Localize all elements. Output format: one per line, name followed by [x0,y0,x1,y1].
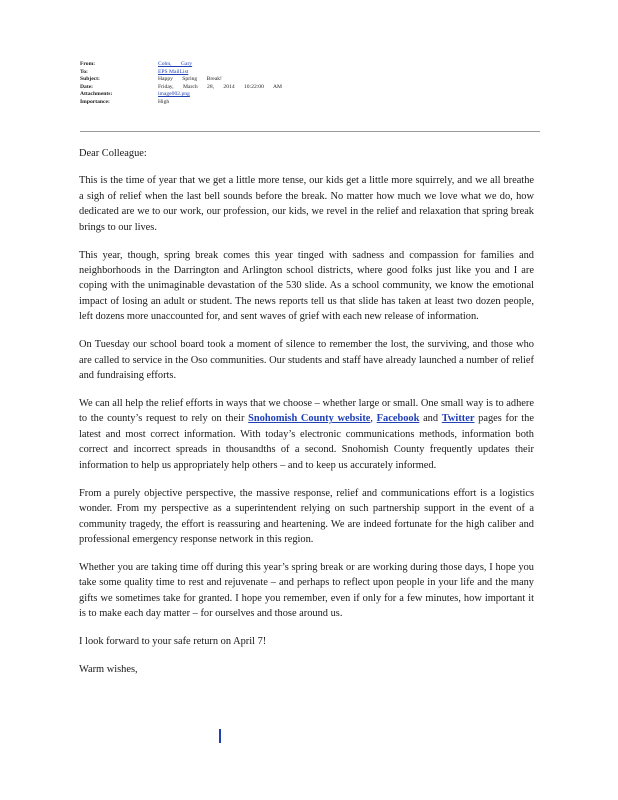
header-divider [80,131,540,132]
twitter-link[interactable]: Twitter [441,413,475,425]
importance-label: Importance: [80,98,110,105]
snohomish-county-website-link[interactable]: Snohomish County website [248,413,371,425]
from-label: From: [80,61,96,67]
paragraph-1: This is the time of year that we get a little more tense, our kids get a little more squirrely, and we all breathe a sigh of relief when the last bell sounds before the break. No matter how much we love what we do, how dedicated are we to our work, our profession, our kids, we revel in the relief and relaxation that spring break brings to our lives. [79,175,534,233]
to-value[interactable]: EPS MailList [158,68,189,75]
subject-value: Happy Spring Break! [158,76,222,82]
from-row [80,61,282,69]
paragraph-7: I look forward to your safe return on April 7! [79,636,267,648]
paragraph-4 [79,396,534,473]
attachment-link[interactable]: image002.png [158,91,190,97]
paragraph-4-text-d: pages for the latest and most correct information. With today’s electronic communications methods, information both correct and incorrect spreads in thousandths of a second. Snohomish County frequently updates their information to help us appropriately help others – and to keep us accurately informed. [79,413,534,471]
paragraph-2: This year, though, spring break comes this year tinged with sadness and compassion for families and neighborhoods in the Darrington and Arlington school districts, where good folks just like you and I are coping with the unimaginable devastation of the 530 slide. As a school community, we know the emotional impact of losing an adult or student. The news reports tell us that slide has taken at least two dozen people, left dozens more unaccounted for, and sent waves of grief with each new release of information. [79,249,534,323]
facebook-link[interactable]: Facebook [376,413,420,425]
email-header [80,61,282,106]
subject-label: Subject: [80,76,100,82]
importance-value: High [158,98,170,105]
from-value[interactable]: Cohn, Gary [158,61,193,67]
to-label: To: [80,68,88,75]
subject-row [80,76,282,84]
salutation: Dear Colleague: [79,148,147,159]
date-row [80,84,282,92]
date-label: Date: [80,83,94,90]
attachments-label: Attachments: [80,91,113,97]
paragraph-6: Whether you are taking time off during this year’s spring break or are working during those days, I hope you take some quality time to rest and rejuvenate – and perhaps to reflect upon people in your life and the many gifts we sometimes take for granted. I hope you remember, even if only for a few minutes, how important it is to make each day matter – for ourselves and those around us. [79,561,534,620]
paragraph-5: From a purely objective perspective, the massive response, relief and communications effort is a logistics wonder. From my perspective as a superintendent relying on such partnership support in the event of a community tragedy, the effort is reassuring and heartening. We are indeed fortunate for the high caliber and professional emergency response network in this region. [79,487,534,545]
importance-row [80,99,282,107]
attachments-row [80,91,282,99]
paragraph-4-text-c: and [419,413,442,425]
closing: Warm wishes, [79,664,138,676]
paragraph-4-text-b: , [370,413,377,425]
to-row [80,69,282,77]
paragraph-4-text-a: We can all help the relief efforts in ways that we choose – whether large or small. One small way is to adhere to the county’s request to rely on their [79,398,534,425]
letter-body [79,146,534,696]
text-cursor [219,729,221,743]
date-value: Friday, March 28, 2014 10:22:00 AM [158,83,283,90]
paragraph-3: On Tuesday our school board took a moment of silence to remember the lost, the surviving, and those who are called to service in the Oso communities. Our students and staff have already launched a number of relief and fundraising efforts. [79,339,534,382]
